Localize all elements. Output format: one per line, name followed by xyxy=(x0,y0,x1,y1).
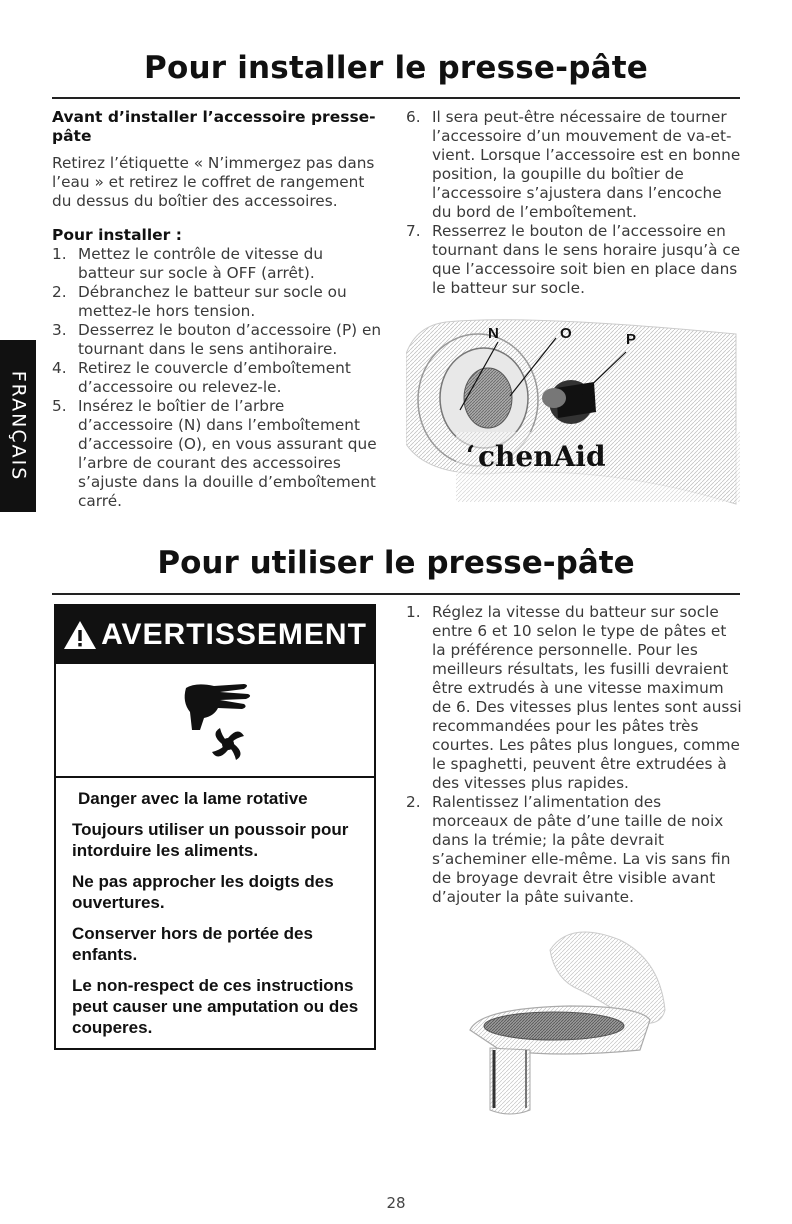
rotating-blade-hand-icon xyxy=(156,668,266,768)
install-step: 7. Resserrez le bouton de l’accessoire en tournant dans le sens horaire jusqu’à ce que l’accessoire soit bien en place dans le batteur sur socle. xyxy=(406,222,741,297)
language-tab xyxy=(0,340,36,512)
warning-divider xyxy=(56,776,374,778)
install-heading: Pour installer : xyxy=(52,226,182,244)
warning-box xyxy=(54,604,376,1050)
language-tab-label: FRANÇAIS xyxy=(7,370,29,482)
callout-n: N xyxy=(488,325,499,342)
warning-line: Le non-respect de ces instructions peut causer une amputation ou des couperes. xyxy=(72,976,359,1037)
install-steps-list xyxy=(52,245,382,511)
warning-line: Toujours utiliser un poussoir pour intorduire les aliments. xyxy=(72,820,349,860)
install-step: 3. Desserrez le bouton d’accessoire (P) en tournant dans le sens antihoraire. xyxy=(52,321,382,358)
use-step: 1. Réglez la vitesse du batteur sur socle entre 6 et 10 selon le type de pâtes et la préférence personnelle. Pour les meilleurs résultats, les fusilli devraient être extrudés à une vitesse maximum de 6. Des vitesses plus lentes sont aussi recommandées pour les pâtes très courtes. Les pâtes plus longues, comme le spaghetti, peuvent être extrudées à des vitesses plus rapides. xyxy=(406,603,742,792)
warning-banner-text: AVERTISSEMENT xyxy=(101,618,367,651)
warning-line: Ne pas approcher les doigts des ouvertures. xyxy=(72,872,334,912)
install-step: 2. Débranchez le batteur sur socle ou mettez-le hors tension. xyxy=(52,283,347,320)
install-column-left xyxy=(52,108,382,511)
use-column xyxy=(406,603,742,907)
brand-mark-fragment: ‘ xyxy=(466,441,476,471)
install-step: 5. Insérez le boîtier de l’arbre d’accessoire (N) dans l’emboîtement d’accessoire (O), en vous assurant que l’arbre de courant des accessoires s’ajuste dans la douille d’emboîtement carré. xyxy=(52,397,377,510)
section-title-use: Pour utiliser le presse-pâte xyxy=(157,545,635,581)
install-step: 4. Retirez le couvercle d’emboîtement d’accessoire ou relevez-le. xyxy=(52,359,351,396)
use-step: 2. Ralentissez l’alimentation des morceaux de pâte d’une taille de noix dans la trémie; la pâte devrait s’acheminer elle-même. La vis sans fin de broyage devrait être visible avant d’ajouter la pâte suivante. xyxy=(406,793,731,906)
install-steps-list-continued xyxy=(406,108,742,298)
warning-line: Conserver hors de portée des enfants. xyxy=(72,924,313,964)
warning-banner xyxy=(56,606,374,664)
install-step: 6. Il sera peut-être nécessaire de tourner l’accessoire d’un mouvement de va-et-vient. Lorsque l’accessoire est en bonne position, la goupille du boîtier de l’accessoire s’ajustera dans l’encoche du bord de l’emboîtement. xyxy=(406,108,741,221)
attachment-install-illustration xyxy=(406,314,740,526)
install-step: 1. Mettez le contrôle de vitesse du batteur sur socle à OFF (arrêt). xyxy=(52,245,324,282)
title-underline xyxy=(52,97,740,99)
warning-heading: Danger avec la lame rotative xyxy=(78,789,308,808)
brand-logo-text: chenAid xyxy=(478,440,606,473)
warning-triangle-icon xyxy=(63,620,97,650)
callout-p: P xyxy=(626,331,637,348)
title-underline xyxy=(52,593,740,595)
hopper-feeding-illustration xyxy=(450,920,700,1120)
section-title-install: Pour installer le presse-pâte xyxy=(144,50,648,86)
before-install-text: Retirez l’étiquette « N’immergez pas dans l’eau » et retirez le coffret de rangement du dessus du boîtier des accessoires. xyxy=(52,154,375,210)
page-number: 28 xyxy=(386,1194,406,1212)
before-install-heading: Avant d’installer l’accessoire presse-pâte xyxy=(52,108,376,145)
callout-o: O xyxy=(560,325,572,342)
use-steps-list xyxy=(406,603,742,907)
warning-text xyxy=(72,788,364,1048)
install-column-right xyxy=(406,108,742,298)
